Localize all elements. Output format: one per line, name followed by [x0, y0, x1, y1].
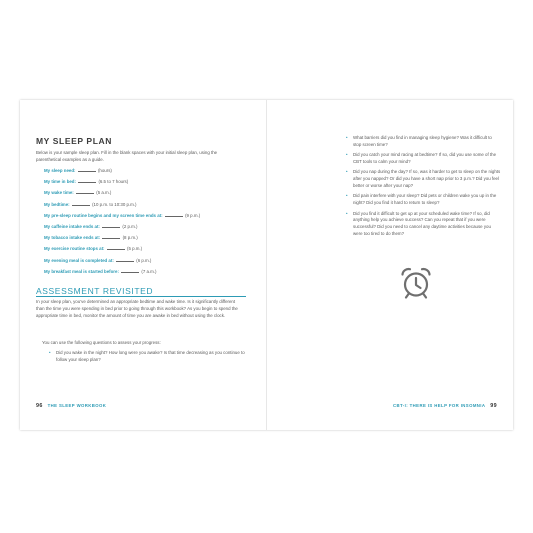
right-footer [393, 403, 497, 409]
fill-in-blank[interactable] [102, 227, 120, 228]
bullet-icon: • [346, 135, 348, 140]
plan-item-label: My evening meal is completed at: [44, 257, 114, 263]
question-text: Did pain interfere with your sleep? Did pets or children wake you up in the night? Did you find it hard to return to sleep? [353, 193, 497, 206]
assessment-lead-in: You can use the following questions to assess your progress: [42, 340, 161, 345]
plan-item-label: My bedtime: [44, 201, 70, 207]
alarm-clock-icon [398, 265, 434, 301]
right-page [267, 100, 513, 430]
bullet-icon: • [49, 350, 51, 355]
plan-item-hint: (8 p.m.) [122, 235, 138, 241]
intro-paragraph: Below is your sample sleep plan. Fill in the blank spaces with your initial sleep plan, using the parenthetical examples as a guide. [36, 150, 218, 162]
question-item [346, 193, 501, 207]
section-heading-sleep-plan: MY SLEEP PLAN [36, 136, 112, 146]
book-spread [20, 100, 513, 430]
question-item [346, 152, 501, 166]
question-text: What barriers did you find in managing sleep hygiene? Was it difficult to stop screen time? [353, 135, 492, 147]
question-item [346, 210, 501, 238]
plan-item-hint: (6 p.m.) [136, 257, 152, 263]
question-text: Did you catch your mind racing at bedtime? If so, did you use some of the CBT tools to calm your mind? [353, 152, 497, 164]
plan-item-hint: (hours) [97, 168, 112, 173]
plan-item [44, 179, 254, 190]
question-text: Did you find it difficult to get up at your scheduled wake time? If so, did anything help you achieve success? Can you repeat that if you were successful? Did you need to cancel any daytime activities because you were too tired to do them? [353, 210, 491, 236]
running-title: THE SLEEP WORKBOOK [47, 403, 107, 408]
plan-item-hint: (5 a.m.) [96, 190, 112, 196]
fill-in-blank[interactable] [72, 205, 90, 206]
plan-item-label: My caffeine intake ends at: [44, 223, 100, 229]
question-text: Did you wake in the night? How long were you awake? Is that time decreasing as you continue to follow your sleep plan? [56, 350, 245, 362]
plan-item [44, 235, 254, 246]
question-text: Did you nap during the day? If so, was it harder to get to sleep on the nights after you napped? Or did you have a short nap prior to 3 p.m.? Did you feel better or worse after your nap? [353, 169, 501, 188]
plan-item-label: My time in bed: [44, 179, 76, 185]
question-list [346, 135, 501, 241]
plan-item [44, 246, 254, 257]
plan-item-label: My pre-sleep routine begins and my screen time ends at: [44, 212, 163, 218]
fill-in-blank[interactable] [102, 238, 120, 239]
heading-rule [36, 296, 246, 297]
plan-item [44, 190, 254, 201]
question-item [49, 350, 246, 364]
fill-in-blank[interactable] [76, 193, 94, 194]
plan-item-hint: (5 p.m.) [126, 246, 143, 252]
fill-in-blank[interactable] [116, 261, 134, 262]
section-heading-assessment: ASSESSMENT REVISITED [36, 286, 154, 296]
fill-in-blank[interactable] [121, 272, 139, 273]
bullet-icon: • [346, 210, 348, 216]
plan-item-label: My wake time: [44, 190, 74, 196]
bullet-icon: • [346, 152, 348, 158]
plan-item-label: My breakfast meal is started before: [44, 268, 119, 274]
plan-item [44, 213, 254, 224]
running-title: CBT-I: THERE IS HELP FOR INSOMNIA [393, 403, 486, 408]
page-number: 99 [490, 403, 497, 409]
fill-in-blank[interactable] [107, 249, 125, 250]
plan-item [44, 168, 254, 179]
sleep-plan-form [44, 168, 254, 280]
left-page [20, 100, 266, 430]
plan-item-label: My exercise routine stops at: [44, 246, 105, 252]
fill-in-blank[interactable] [165, 216, 183, 217]
question-item [346, 169, 501, 189]
plan-item-hint: (10 p.m. to 10:30 p.m.) [92, 201, 137, 207]
bullet-icon: • [346, 193, 348, 199]
plan-item-hint: (2 p.m.) [122, 223, 138, 229]
plan-item-hint: (7 a.m.) [141, 268, 157, 274]
plan-item-hint: (9 p.m.) [185, 212, 201, 218]
fill-in-blank[interactable] [78, 182, 96, 183]
plan-item [44, 202, 254, 213]
plan-item-label: My sleep need: [44, 168, 76, 173]
left-footer [36, 403, 106, 409]
plan-item [44, 269, 254, 280]
fill-in-blank[interactable] [78, 171, 96, 172]
plan-item-hint: (6.5 to 7 hours) [98, 179, 129, 185]
plan-item [44, 258, 254, 269]
bullet-icon: • [346, 169, 348, 175]
plan-item-label: My tobacco intake ends at: [44, 235, 101, 241]
plan-item [44, 224, 254, 235]
question-item [346, 135, 501, 149]
page-number: 96 [36, 403, 43, 409]
assessment-paragraph: In your sleep plan, you’ve determined an appropriate bedtime and wake time. Is it significantly different than the time you were spending in bed prior to going through this workbook? As you begin to spend the appropriate time in bed, monitor the amount of time you are awake in bed without using the clock. [36, 299, 238, 318]
